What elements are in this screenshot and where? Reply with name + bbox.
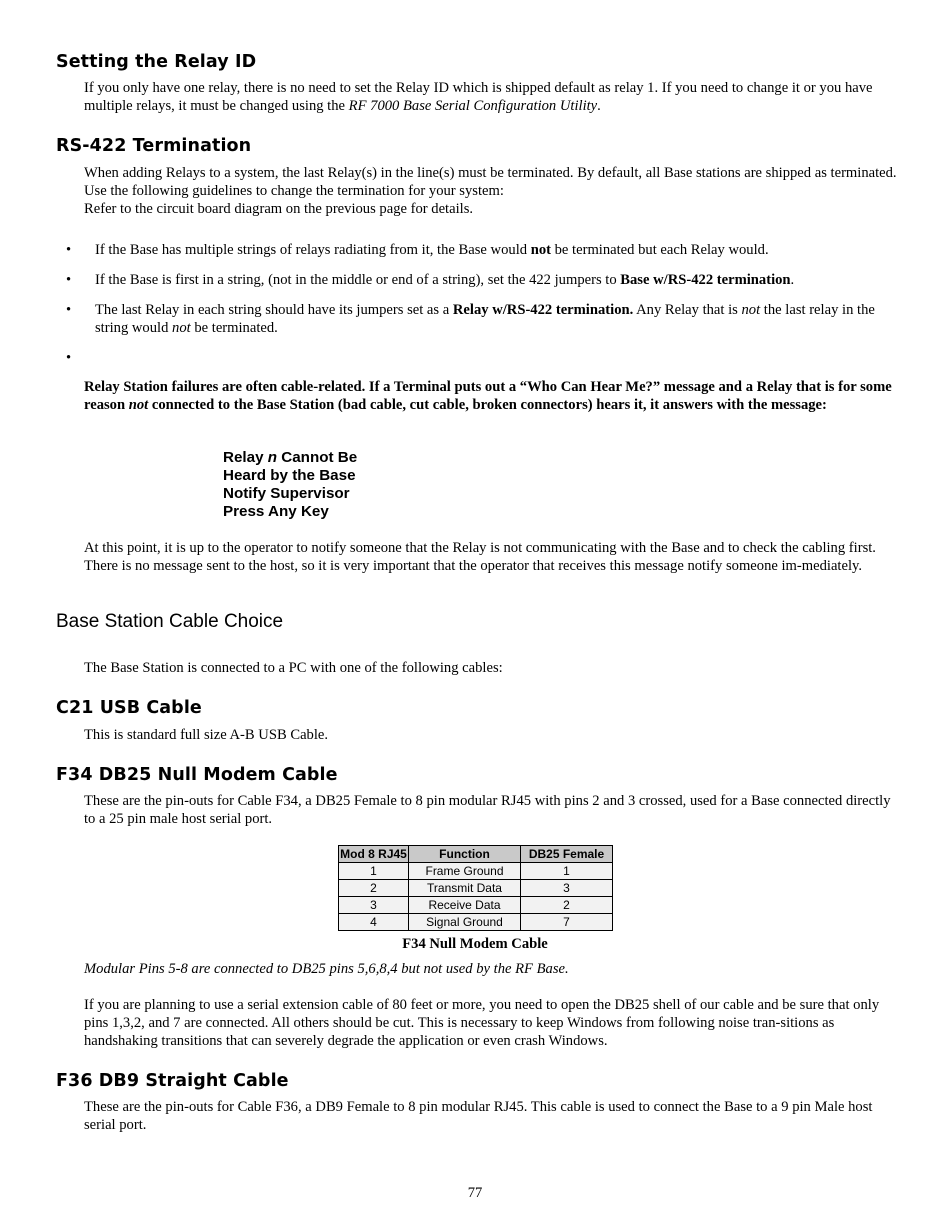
paragraph-f34: These are the pin-outs for Cable F34, a DB25 Female to 8 pin modular RJ45 with pins 2 and 3 crossed, used for a Base connected directly to a 25 pin male host serial port. [84,793,891,827]
bullet-marker: • [66,302,72,318]
message-line-3: Notify Supervisor [223,485,350,502]
table-row [339,880,613,897]
table-caption: F34 Null Modem Cable [402,936,548,952]
column-header: DB25 Female [521,846,613,863]
table-cell: 4 [339,914,409,931]
paragraph-f36: These are the pin-outs for Cable F36, a DB9 Female to 8 pin modular RJ45. This cable is used to connect the Base to a 9 pin Male host serial port. [84,1099,873,1133]
table-row [339,897,613,914]
table-cell: 7 [521,914,613,931]
table-cell: 3 [521,880,613,897]
f34-note: Modular Pins 5-8 are connected to DB25 pins 5,6,8,4 but not used by the RF Base. [84,961,569,977]
table-row [339,914,613,931]
table-cell: Transmit Data [409,880,521,897]
message-line-2: Heard by the Base [223,467,356,484]
table-row [339,863,613,880]
table-header-row [339,846,613,863]
utility-name: RF 7000 Base Serial Configuration Utility [348,98,598,114]
message-line-4: Press Any Key [223,503,329,520]
paragraph-relay-id: If you only have one relay, there is no need to set the Relay ID which is shipped default as relay 1. If you need to change it or you have multiple relays, it must be changed using the RF 7000 Base Serial Configuration Utility. [84,80,873,114]
heading-f36-cable: F36 DB9 Straight Cable [56,1071,289,1091]
heading-rs422-termination: RS-422 Termination [56,136,252,156]
table-cell: 2 [339,880,409,897]
table-cell: 1 [339,863,409,880]
bullet-item: If the Base has multiple strings of relays radiating from it, the Base would not be terminated but each Relay would. [95,242,769,258]
heading-relay-id: Setting the Relay ID [56,52,257,72]
heading-f34-cable: F34 DB25 Null Modem Cable [56,765,338,785]
table-cell: 2 [521,897,613,914]
table-cell: Frame Ground [409,863,521,880]
heading-c21-usb-cable: C21 USB Cable [56,698,202,718]
paragraph-rs422-intro: When adding Relays to a system, the last Relay(s) in the line(s) must be terminated. By default, all Base stations are shipped as terminated. Use the following guidelines to change the termination for your system: Refer to the circuit board diagram on the previous page for details. [84,165,897,217]
bullet-marker-empty: • [66,350,72,366]
table-cell: Receive Data [409,897,521,914]
column-header: Function [409,846,521,863]
paragraph-extension-cable: If you are planning to use a serial extension cable of 80 feet or more, you need to open the DB25 shell of our cable and be sure that only pins 1,3,2, and 7 are connected. All others should be cut. This is necessary to keep Windows from following noise tran-sitions as handshaking transitions that can severely degrade the application or even crash Windows. [84,997,880,1049]
relay-error-message [223,449,357,521]
bullet-marker: • [66,242,72,258]
paragraph-after-message: At this point, it is up to the operator to notify someone that the Relay is not communicating with the Base and to check the cabling first. There is no message sent to the host, so it is very important that the operator that receives this message notify someone im-mediately. [84,540,876,574]
table-cell: 3 [339,897,409,914]
warning-paragraph: Relay Station failures are often cable-related. If a Terminal puts out a “Who Can Hear Me?” message and a Relay that is for some reason not connected to the Base Station (bad cable, cut cable, broken connectors) hears it, it answers with the message: [84,379,892,413]
f34-pinout-table [338,845,613,931]
paragraph-c21: This is standard full size A-B USB Cable. [84,727,329,743]
bullet-item: If the Base is first in a string, (not in the middle or end of a string), set the 422 jumpers to Base w/RS-422 termination. [95,272,795,288]
bullet-marker: • [66,272,72,288]
bullet-item: The last Relay in each string should have its jumpers set as a Relay w/RS-422 termination. Any Relay that is not the last relay in the string would not be terminated. [95,302,875,336]
message-line-1: Relay n Cannot Be [223,449,358,466]
table-cell: 1 [521,863,613,880]
page-number: 77 [467,1185,483,1201]
table-cell: Signal Ground [409,914,521,931]
paragraph-cable-choice: The Base Station is connected to a PC with one of the following cables: [84,660,503,676]
column-header: Mod 8 RJ45 [340,847,407,861]
heading-cable-choice: Base Station Cable Choice [56,611,284,632]
